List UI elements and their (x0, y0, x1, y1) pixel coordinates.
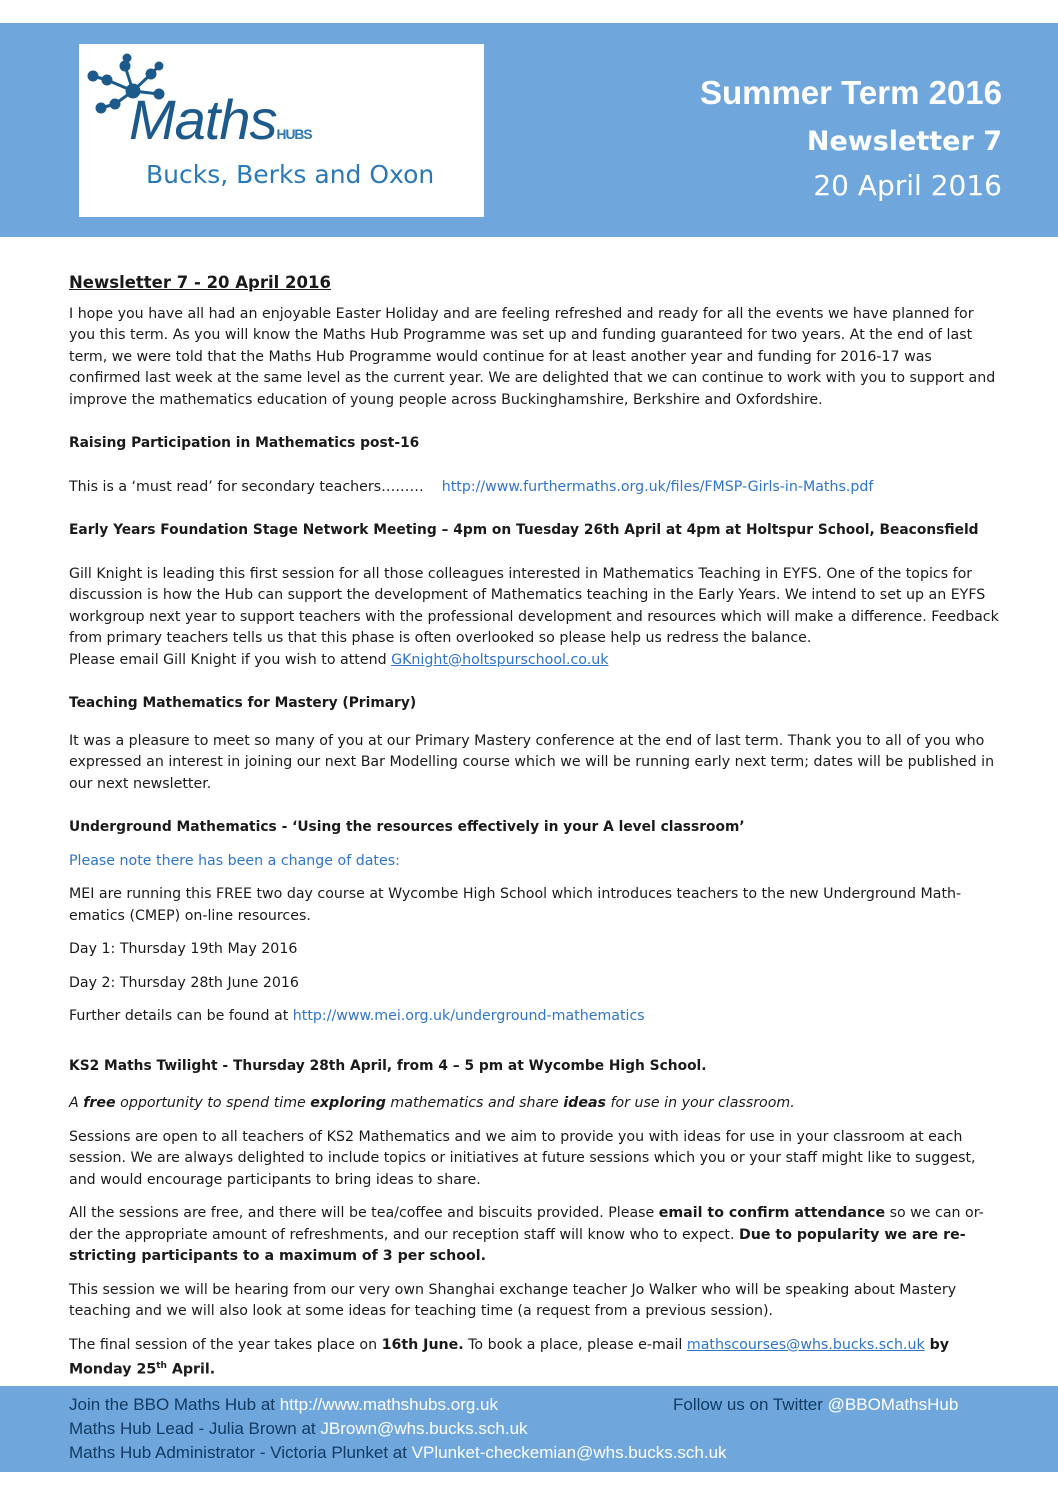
mathshubs-link[interactable]: http://www.mathshubs.org.uk (279, 1395, 498, 1414)
section-heading-ks2: KS2 Maths Twilight - Thursday 28th April, from 4 – 5 pm at Wycombe High School. (69, 1057, 707, 1074)
logo-subtitle: Bucks, Berks and Oxon (146, 160, 435, 189)
must-read-line (69, 477, 999, 499)
further-details-text: Further details can be found at (69, 1008, 293, 1024)
lead-label: Maths Hub Lead - Julia Brown at (69, 1419, 321, 1438)
admin-email-link[interactable]: VPlunket-checkemian@whs.bucks.sch.uk (411, 1443, 727, 1462)
logo-wordmark (129, 88, 312, 151)
ks2-paragraph-1: Sessions are open to all teachers of KS2 Mathematics and we aim to provide you with ideas for use in your classroom at each session. We are always delighted to include topics or initiatives at future sessions which you or your staff might like to suggest, and would encourage participants to bring ideas to share. (69, 1128, 976, 1188)
eyfs-email-text: Please email Gill Knight if you wish to attend (69, 651, 392, 668)
underground-paragraph: MEI are running this FREE two day course at Wycombe High School which introduces teachers to the new Underground Math-ematics (CMEP) on-line resources. (69, 886, 962, 924)
mathscourses-email-link[interactable]: mathscourses@whs.bucks.sch.uk (686, 1336, 925, 1353)
footer-join-line (69, 1395, 498, 1415)
page-title: Newsletter 7 - 20 April 2016 (69, 273, 331, 292)
day-1-line: Day 1: Thursday 19th May 2016 (69, 941, 298, 957)
lead-email-link[interactable]: JBrown@whs.bucks.sch.uk (320, 1419, 528, 1438)
newsletter-number: Newsletter 7 (806, 126, 1002, 157)
newsletter-date: 20 April 2016 (813, 169, 1002, 202)
twitter-handle-link[interactable]: @BBOMathsHub (827, 1395, 959, 1414)
term-title: Summer Term 2016 (699, 74, 1002, 111)
further-details-line (69, 1006, 999, 1028)
section-heading-mastery: Teaching Mathematics for Mastery (Primary) (69, 695, 417, 711)
ks2-paragraph-4: The final session of the year takes place on 16th June. To book a place, please e-mail mathscourses@whs.bucks.sch.uk by Monday 25th April. (69, 1336, 949, 1378)
eyfs-email-line (69, 650, 999, 672)
section-heading-underground: Underground Mathematics - ‘Using the resources effectively in your A level classroom’ (69, 819, 745, 835)
date-change-note: Please note there has been a change of dates: (69, 852, 400, 869)
ks2-tagline: A free opportunity to spend time exploring mathematics and share ideas for use in your classroom. (69, 1095, 795, 1111)
logo-hubs-text: HUBS (276, 127, 312, 142)
footer-banner (0, 1386, 1058, 1472)
logo-maths-text: Maths (129, 88, 277, 151)
newsletter-body (69, 272, 999, 1381)
header-banner (0, 23, 1058, 237)
maths-hubs-logo (79, 44, 484, 217)
follow-label: Follow us on Twitter (673, 1395, 828, 1414)
must-read-text: This is a ‘must read’ for secondary teachers……… (69, 478, 424, 495)
fmsp-link[interactable]: http://www.furthermaths.org.uk/files/FMSP-Girls-in-Maths.pdf (441, 478, 874, 495)
day-2-line: Day 2: Thursday 28th June 2016 (69, 974, 299, 991)
footer-admin-line (69, 1443, 727, 1463)
mei-link[interactable]: http://www.mei.org.uk/underground-mathematics (292, 1008, 645, 1024)
mastery-paragraph: It was a pleasure to meet so many of you at our Primary Mastery conference at the end of last term. Thank you to all of you who expressed an interest in joining our next Bar Modelling course which we will be running early next term; dates will be published in our next newsletter. (69, 732, 995, 792)
footer-twitter-line (673, 1395, 958, 1415)
gknight-email-link[interactable]: GKnight@holtspurschool.co.uk (391, 651, 609, 668)
section-heading-post16: Raising Participation in Mathematics post-16 (69, 435, 420, 451)
ks2-paragraph-2: All the sessions are free, and there will be tea/coffee and biscuits provided. Please email to confirm attendance so we can or-der the appropriate amount of refreshments, and our reception staff will know who to expect. Due to popularity we are re-stricting participants to a maximum of 3 per school. (69, 1205, 984, 1264)
footer-lead-line (69, 1419, 528, 1439)
intro-paragraph: I hope you have all had an enjoyable Easter Holiday and are feeling refreshed and ready for all the events we have planned for you this term. As you will know the Maths Hub Programme was set up and funding guaranteed for two years. At the end of last term, we were told that the Maths Hub Programme would continue for at least another year and funding for 2016-17 was confirmed last week at the same level as the current year. We are delighted that we can continue to work with you to support and improve the mathematics education of young people across Buckinghamshire, Berkshire and Oxfordshire. (69, 305, 996, 408)
section-heading-eyfs: Early Years Foundation Stage Network Meeting – 4pm on Tuesday 26th April at 4pm at Holtspur School, Beaconsfield (69, 522, 979, 538)
ks2-paragraph-3: This session we will be hearing from our very own Shanghai exchange teacher Jo Walker who will be speaking about Mastery teaching and we will also look at some ideas for teaching time (a request from a previous session). (69, 1281, 957, 1319)
admin-label: Maths Hub Administrator - Victoria Plunket at (69, 1443, 412, 1462)
eyfs-paragraph: Gill Knight is leading this first session for all those colleagues interested in Mathematics Teaching in EYFS. One of the topics for discussion is how the Hub can support the development of Mathematics teaching in the Early Years. We intend to set up an EYFS workgroup next year to support teachers with the professional development and resources which will make a difference. Feedback from primary teachers tells us that this phase is often overlooked so please help us redress the balance. (69, 565, 999, 646)
join-label: Join the BBO Maths Hub at (69, 1395, 280, 1414)
